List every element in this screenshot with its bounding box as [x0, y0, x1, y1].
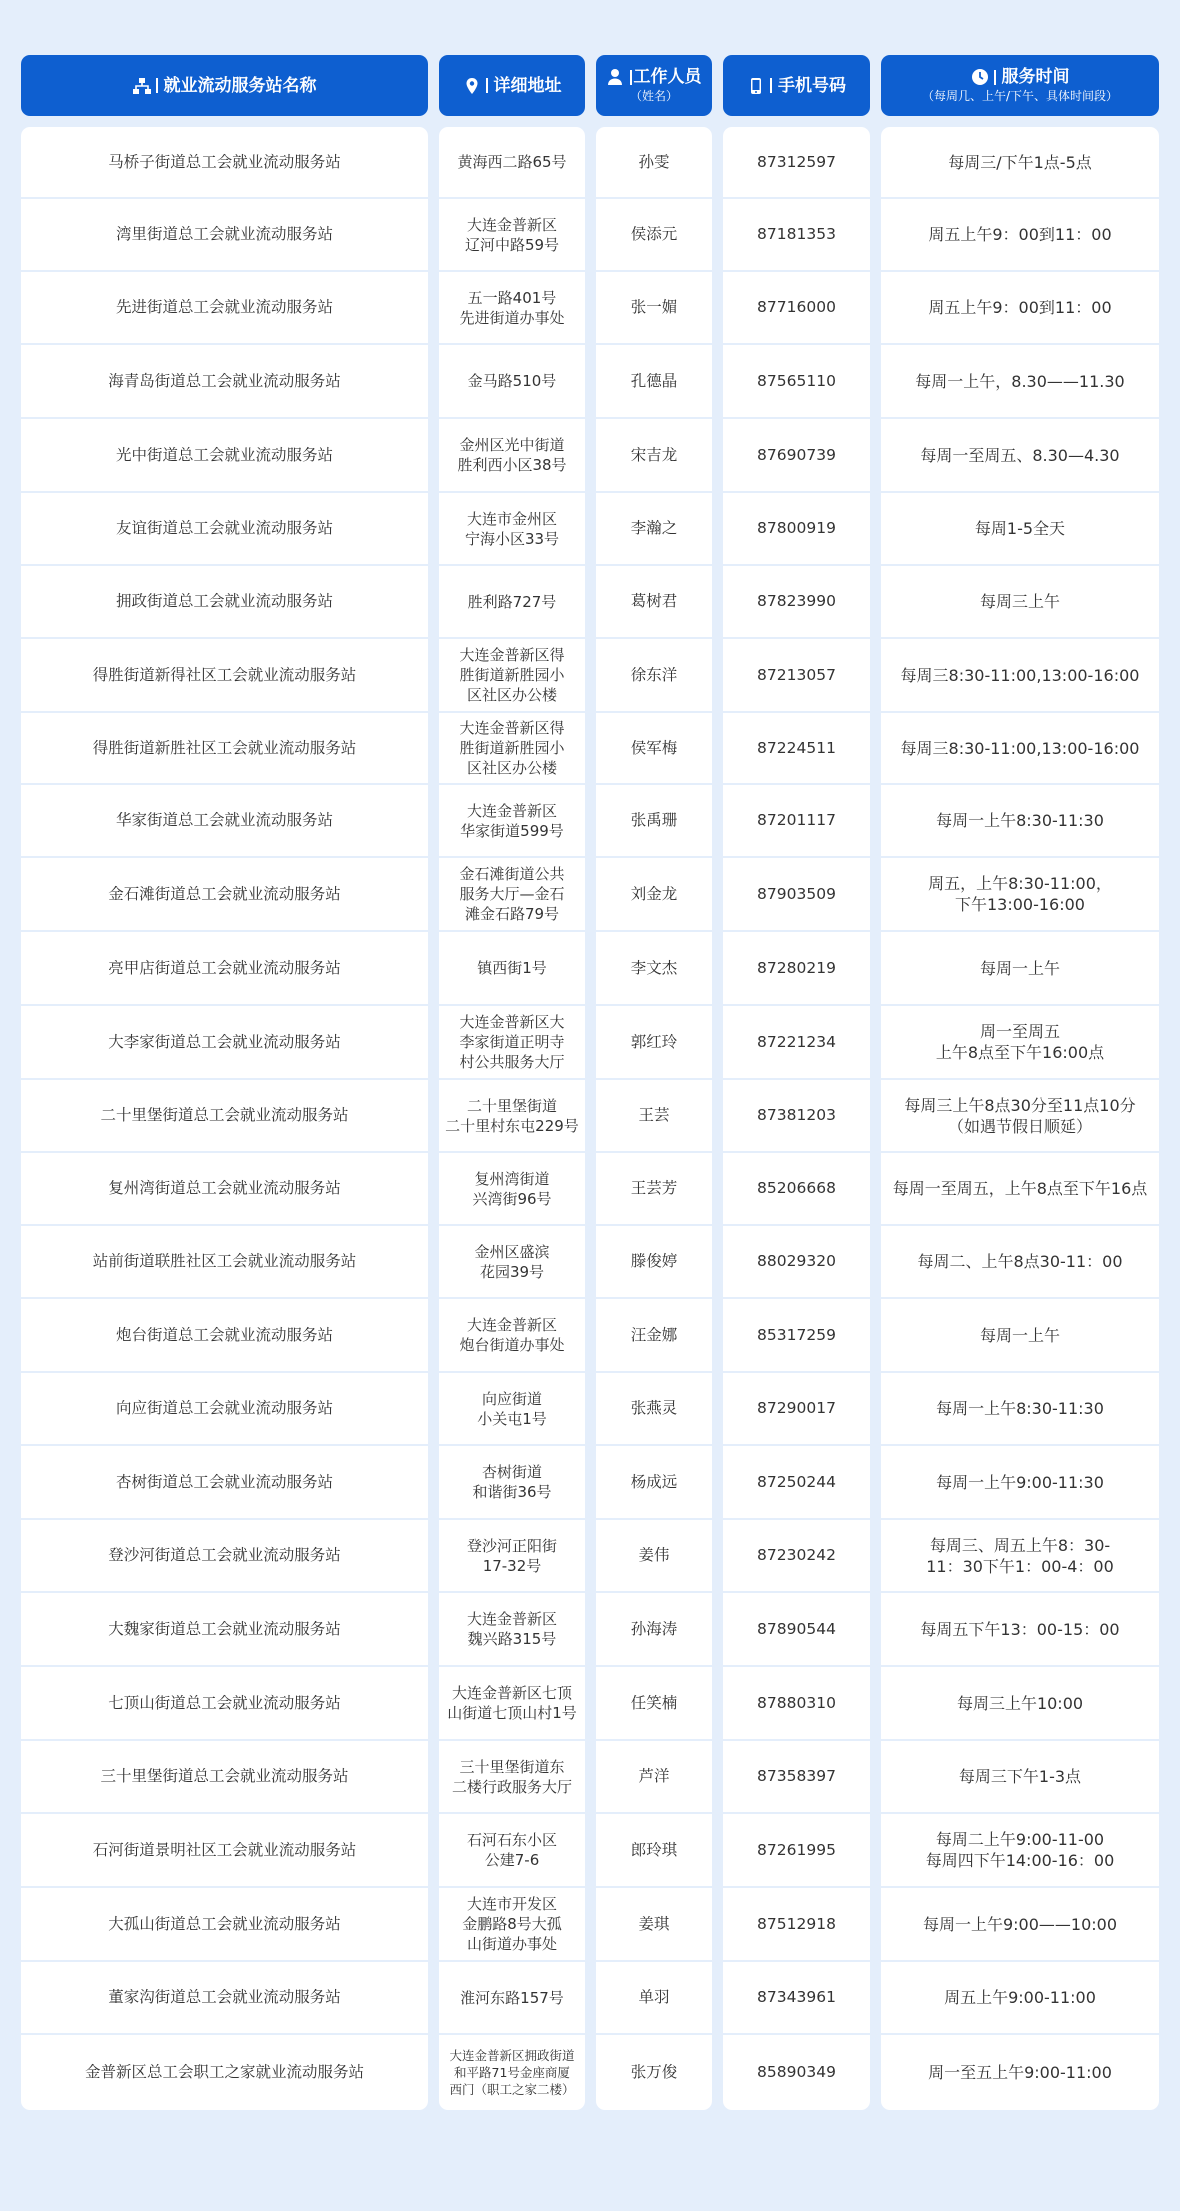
station-name-cell	[21, 639, 428, 713]
staff-name-cell	[596, 785, 712, 858]
header-name-label: 就业流动服务站名称	[163, 75, 317, 96]
service-time-cell	[881, 1373, 1159, 1446]
address-cell	[439, 1962, 585, 2035]
staff-name-cell-text: 张禹珊	[630, 811, 678, 829]
phone-number-cell-text: 87290017	[757, 1399, 836, 1417]
service-time-cell-text: 每周三/下午1点-5点	[948, 152, 1092, 172]
phone-number-cell-text: 87565110	[757, 371, 836, 390]
station-name-cell	[21, 127, 428, 199]
staff-name-cell-text: 郭红玲	[630, 1032, 678, 1051]
address-cell	[439, 272, 585, 345]
service-time-cell-text: 每周五下午13：00-15：00	[920, 1619, 1120, 1639]
staff-name-cell	[596, 639, 712, 713]
station-name-cell	[21, 1153, 428, 1226]
service-time-cell-text: 周五上午9：00到11：00	[928, 298, 1112, 317]
address-cell	[439, 1006, 585, 1080]
station-name-cell-text: 友谊街道总工会就业流动服务站	[115, 519, 333, 537]
phone-number-cell-text: 87903509	[757, 884, 836, 903]
address-cell-text: 金州区盛滨 花园39号	[474, 1242, 550, 1281]
phone-number-cell	[723, 493, 870, 566]
staff-name-cell-text: 张燕灵	[630, 1399, 678, 1417]
staff-name-cell-text: 孔德晶	[630, 371, 678, 390]
service-time-cell-text: 每周二、上午8点30-11：00	[917, 1252, 1123, 1271]
address-cell	[439, 1446, 585, 1520]
staff-name-cell-text: 侯军梅	[630, 738, 678, 757]
station-name-cell	[21, 419, 428, 493]
address-cell	[439, 713, 585, 785]
service-time-cell	[881, 1299, 1159, 1373]
phone-number-cell	[723, 345, 870, 419]
phone-number-cell	[723, 1667, 870, 1741]
staff-name-cell	[596, 858, 712, 932]
staff-name-cell-text: 李瀚之	[630, 519, 678, 537]
staff-name-cell-text: 姜琪	[638, 1914, 670, 1933]
station-name-cell-text: 先进街道总工会就业流动服务站	[115, 298, 333, 316]
station-name-cell-text: 三十里堡街道总工会就业流动服务站	[100, 1767, 349, 1785]
location-pin-icon	[463, 77, 481, 95]
station-name-cell-text: 向应街道总工会就业流动服务站	[115, 1399, 333, 1417]
address-cell	[439, 1373, 585, 1446]
address-cell	[439, 2035, 585, 2110]
phone-number-cell	[723, 1888, 870, 1962]
station-name-cell-text: 二十里堡街道总工会就业流动服务站	[100, 1106, 349, 1124]
address-cell	[439, 639, 585, 713]
station-name-cell	[21, 345, 428, 419]
service-time-cell	[881, 1080, 1159, 1153]
service-time-cell	[881, 1153, 1159, 1226]
address-cell	[439, 127, 585, 199]
staff-name-cell-text: 葛树君	[630, 592, 678, 610]
staff-name-cell-text: 王芸	[638, 1106, 670, 1124]
phone-number-cell	[723, 1446, 870, 1520]
staff-name-cell-text: 杨成远	[630, 1472, 678, 1491]
phone-number-cell	[723, 127, 870, 199]
staff-name-cell-text: 王芸芳	[630, 1179, 678, 1197]
header-time	[881, 55, 1159, 116]
staff-name-cell-text: 宋吉龙	[630, 445, 678, 464]
station-name-cell-text: 湾里街道总工会就业流动服务站	[115, 225, 333, 243]
service-time-cell	[881, 1962, 1159, 2035]
staff-name-cell	[596, 493, 712, 566]
service-time-cell	[881, 1006, 1159, 1080]
service-time-cell-text: 每周1-5全天	[974, 519, 1066, 538]
staff-name-cell	[596, 713, 712, 785]
station-name-cell	[21, 1080, 428, 1153]
staff-name-cell-text: 侯添元	[630, 225, 678, 243]
table-body	[21, 127, 1159, 2110]
address-cell-text: 镇西街1号	[477, 959, 547, 977]
station-name-cell	[21, 199, 428, 272]
address-cell	[439, 345, 585, 419]
address-cell	[439, 1888, 585, 1962]
staff-name-cell-text: 张万俊	[630, 2063, 678, 2081]
service-time-cell-text: 每周一至周五，上午8点至下午16点	[892, 1179, 1148, 1198]
address-cell	[439, 419, 585, 493]
station-name-cell	[21, 493, 428, 566]
station-name-cell-text: 复州湾街道总工会就业流动服务站	[108, 1179, 341, 1197]
station-name-cell-text: 金石滩街道总工会就业流动服务站	[108, 884, 341, 903]
service-time-cell	[881, 127, 1159, 199]
header-phone-label: 手机号码	[778, 75, 846, 96]
service-time-cell	[881, 858, 1159, 932]
address-cell	[439, 932, 585, 1006]
staff-name-cell-text: 滕俊婷	[630, 1252, 678, 1270]
station-name-cell	[21, 1814, 428, 1888]
service-time-cell	[881, 785, 1159, 858]
phone-number-cell-text: 87512918	[757, 1914, 836, 1933]
address-cell	[439, 785, 585, 858]
phone-number-cell	[723, 1593, 870, 1667]
staff-name-cell	[596, 345, 712, 419]
service-time-cell-text: 每周一上午9:00——10:00	[922, 1914, 1118, 1934]
header-time-sub: （每周几、上午/下午、具体时间段）	[921, 89, 1119, 103]
phone-number-cell	[723, 272, 870, 345]
address-cell-text: 大连金普新区七顶 山街道七顶山村1号	[447, 1684, 577, 1722]
station-name-cell	[21, 272, 428, 345]
address-cell-text: 登沙河正阳街 17-32号	[466, 1536, 557, 1575]
service-time-cell	[881, 272, 1159, 345]
column-phone	[723, 127, 870, 2110]
service-time-cell-text: 每周一上午9:00-11:30	[936, 1472, 1104, 1492]
service-time-cell	[881, 1520, 1159, 1593]
address-cell	[439, 1667, 585, 1741]
address-cell-text: 大连金普新区大 李家街道正明寺 村公共服务大厅	[459, 1013, 565, 1071]
service-time-cell-text: 周五，上午8:30-11:00， 下午13:00-16:00	[928, 874, 1112, 914]
address-cell	[439, 1299, 585, 1373]
station-name-cell	[21, 932, 428, 1006]
station-name-cell	[21, 1446, 428, 1520]
address-cell	[439, 566, 585, 639]
station-name-cell	[21, 1888, 428, 1962]
staff-name-cell	[596, 932, 712, 1006]
service-time-cell	[881, 1814, 1159, 1888]
staff-name-cell	[596, 1962, 712, 2035]
service-time-cell-text: 每周二上午9:00-11-00 每周四下午14:00-16：00	[925, 1830, 1115, 1870]
header-address-label: 详细地址	[493, 75, 562, 96]
phone-number-cell-text: 87690739	[757, 445, 836, 464]
station-name-cell-text: 杏树街道总工会就业流动服务站	[115, 1472, 333, 1491]
phone-number-cell	[723, 2035, 870, 2110]
staff-name-cell	[596, 1888, 712, 1962]
staff-name-cell	[596, 272, 712, 345]
station-name-cell	[21, 785, 428, 858]
address-cell-text: 金州区光中街道 胜利西小区38号	[457, 436, 567, 474]
phone-number-cell	[723, 566, 870, 639]
service-time-cell-text: 每周一上午8:30-11:30	[936, 1399, 1104, 1418]
staff-name-cell	[596, 1373, 712, 1446]
phone-number-cell-text: 87280219	[757, 958, 836, 977]
phone-number-cell	[723, 199, 870, 272]
phone-number-cell	[723, 932, 870, 1006]
address-cell-text: 黄海西二路65号	[457, 153, 567, 171]
station-name-cell	[21, 1593, 428, 1667]
phone-number-cell-text: 87213057	[757, 665, 836, 684]
service-time-cell	[881, 713, 1159, 785]
address-cell-text: 大连金普新区 魏兴路315号	[466, 1610, 557, 1648]
service-time-cell-text: 周一至五上午9:00-11:00	[928, 2063, 1112, 2082]
phone-number-cell	[723, 1153, 870, 1226]
phone-number-cell-text: 85317259	[757, 1325, 836, 1344]
station-name-cell	[21, 1741, 428, 1814]
staff-name-cell-text: 芦洋	[638, 1767, 670, 1785]
service-time-cell-text: 每周三8:30-11:00,13:00-16:00	[900, 665, 1140, 685]
address-cell	[439, 199, 585, 272]
staff-name-cell	[596, 2035, 712, 2110]
staff-name-cell	[596, 419, 712, 493]
service-time-cell-text: 每周三、周五上午8：30- 11：30下午1：00-4：00	[926, 1535, 1114, 1576]
column-time	[881, 127, 1159, 2110]
service-time-cell	[881, 1667, 1159, 1741]
service-time-cell-text: 每周一上午	[979, 958, 1060, 978]
station-name-cell	[21, 1299, 428, 1373]
org-chart-icon	[133, 77, 151, 95]
service-time-cell-text: 每周一上午，8.30——11.30	[915, 371, 1125, 391]
address-cell	[439, 1741, 585, 1814]
staff-name-cell	[596, 1667, 712, 1741]
phone-number-cell	[723, 1373, 870, 1446]
service-time-cell	[881, 1888, 1159, 1962]
station-name-cell-text: 炮台街道总工会就业流动服务站	[115, 1325, 333, 1344]
phone-number-cell	[723, 1814, 870, 1888]
staff-name-cell-text: 汪金娜	[630, 1325, 678, 1344]
phone-number-cell	[723, 858, 870, 932]
address-cell-text: 大连金普新区得 胜街道新胜园小 区社区办公楼	[459, 719, 565, 777]
service-time-cell-text: 周一至周五 上午8点至下午16:00点	[935, 1022, 1105, 1062]
header-staff-sub: （姓名）	[629, 89, 678, 103]
phone-number-cell	[723, 713, 870, 785]
station-name-cell	[21, 1667, 428, 1741]
address-cell-text: 大连市金州区 宁海小区33号	[464, 509, 560, 548]
staff-name-cell-text: 刘金龙	[630, 884, 678, 903]
address-cell	[439, 1520, 585, 1593]
address-cell-text: 石河石东小区 公建7-6	[466, 1831, 557, 1869]
station-name-cell-text: 光中街道总工会就业流动服务站	[115, 445, 333, 464]
address-cell-text: 大连金普新区拥政街道 和平路71号金座商厦 西门（职工之家二楼）	[449, 2048, 575, 2097]
staff-name-cell	[596, 1446, 712, 1520]
phone-number-cell	[723, 1962, 870, 2035]
station-name-cell	[21, 1006, 428, 1080]
phone-number-cell	[723, 419, 870, 493]
service-time-cell-text: 周五上午9:00-11:00	[944, 1988, 1096, 2007]
staff-name-cell	[596, 1080, 712, 1153]
station-name-cell	[21, 566, 428, 639]
phone-number-cell-text: 87343961	[757, 1988, 836, 2006]
station-name-cell-text: 拥政街道总工会就业流动服务站	[115, 592, 333, 610]
staff-name-cell-text: 单羽	[638, 1988, 670, 2006]
phone-number-cell-text: 87224511	[757, 738, 836, 757]
address-cell-text: 大连金普新区 炮台街道办事处	[459, 1316, 565, 1354]
phone-number-cell	[723, 785, 870, 858]
service-time-cell	[881, 199, 1159, 272]
phone-number-cell-text: 87221234	[757, 1032, 836, 1051]
staff-name-cell-text: 任笑楠	[630, 1693, 678, 1712]
station-name-cell-text: 金普新区总工会职工之家就业流动服务站	[84, 2063, 364, 2081]
mobile-phone-icon	[747, 77, 765, 95]
phone-number-cell	[723, 1080, 870, 1153]
phone-number-cell-text: 87823990	[757, 592, 836, 610]
staff-name-cell	[596, 1153, 712, 1226]
table-header	[21, 55, 1159, 116]
service-time-cell	[881, 639, 1159, 713]
station-name-cell-text: 董家沟街道总工会就业流动服务站	[108, 1988, 341, 2006]
station-name-cell-text: 七顶山街道总工会就业流动服务站	[108, 1693, 341, 1712]
address-cell-text: 二十里堡街道 二十里村东屯229号	[445, 1096, 579, 1135]
clock-icon	[971, 68, 989, 86]
phone-number-cell	[723, 1299, 870, 1373]
service-time-cell	[881, 932, 1159, 1006]
station-name-cell-text: 马桥子街道总工会就业流动服务站	[108, 152, 341, 171]
station-name-cell-text: 得胜街道新得社区工会就业流动服务站	[92, 665, 357, 684]
phone-number-cell-text: 87890544	[757, 1619, 836, 1638]
staff-name-cell-text: 张一媚	[630, 298, 678, 316]
phone-number-cell-text: 87716000	[757, 298, 836, 316]
phone-number-cell	[723, 1741, 870, 1814]
address-cell	[439, 493, 585, 566]
station-name-cell-text: 登沙河街道总工会就业流动服务站	[108, 1546, 341, 1564]
station-name-cell-text: 华家街道总工会就业流动服务站	[115, 811, 333, 829]
header-staff-label: 工作人员	[633, 67, 702, 87]
address-cell	[439, 1080, 585, 1153]
station-name-cell-text: 得胜街道新胜社区工会就业流动服务站	[92, 738, 357, 757]
address-cell-text: 复州湾街道 兴湾街96号	[472, 1169, 552, 1208]
phone-number-cell-text: 87201117	[757, 811, 836, 829]
station-name-cell-text: 大李家街道总工会就业流动服务站	[108, 1032, 341, 1051]
address-cell	[439, 858, 585, 932]
service-time-cell-text: 每周三上午	[979, 592, 1060, 611]
service-time-cell	[881, 419, 1159, 493]
station-name-cell	[21, 1373, 428, 1446]
header-time-label: 服务时间	[1001, 67, 1070, 87]
service-time-cell	[881, 1593, 1159, 1667]
service-time-cell	[881, 493, 1159, 566]
staff-name-cell	[596, 1741, 712, 1814]
phone-number-cell-text: 85890349	[757, 2063, 836, 2081]
address-cell-text: 胜利路727号	[467, 592, 557, 611]
staff-name-cell	[596, 566, 712, 639]
column-address	[439, 127, 585, 2110]
station-name-cell	[21, 713, 428, 785]
address-cell-text: 金石滩街道公共 服务大厅—金石 滩金石路79号	[459, 865, 565, 923]
phone-number-cell	[723, 1520, 870, 1593]
station-name-cell-text: 大魏家街道总工会就业流动服务站	[108, 1619, 341, 1638]
address-cell	[439, 1593, 585, 1667]
column-name	[21, 127, 428, 2110]
address-cell-text: 大连市开发区 金鹏路8号大孤 山街道办事处	[462, 1895, 562, 1953]
phone-number-cell-text: 87381203	[757, 1106, 836, 1124]
service-time-cell-text: 每周一上午8:30-11:30	[936, 811, 1104, 830]
station-name-cell-text: 亮甲店街道总工会就业流动服务站	[108, 958, 341, 977]
service-time-cell-text: 每周一至周五、8.30—4.30	[920, 445, 1120, 465]
service-time-cell-text: 每周三上午10:00	[956, 1693, 1084, 1713]
station-name-cell	[21, 2035, 428, 2110]
staff-name-cell-text: 徐东洋	[630, 665, 678, 684]
address-cell-text: 大连金普新区得 胜街道新胜园小 区社区办公楼	[459, 646, 565, 704]
station-name-cell	[21, 1520, 428, 1593]
service-time-cell	[881, 1226, 1159, 1299]
staff-name-cell	[596, 1520, 712, 1593]
header-name	[21, 55, 428, 116]
person-icon	[607, 68, 625, 86]
column-staff	[596, 127, 712, 2110]
address-cell-text: 淮河东路157号	[460, 1988, 564, 2007]
phone-number-cell-text: 87880310	[757, 1693, 836, 1712]
service-time-cell	[881, 2035, 1159, 2110]
service-time-cell-text: 每周三下午1-3点	[958, 1767, 1082, 1786]
phone-number-cell-text: 85206668	[757, 1179, 836, 1197]
staff-name-cell	[596, 127, 712, 199]
staff-name-cell	[596, 199, 712, 272]
address-cell	[439, 1814, 585, 1888]
address-cell-text: 大连金普新区 辽河中路59号	[464, 215, 560, 254]
staff-name-cell	[596, 1226, 712, 1299]
station-name-cell	[21, 1962, 428, 2035]
staff-name-cell-text: 孙海涛	[630, 1619, 678, 1638]
staff-name-cell-text: 姜伟	[638, 1546, 670, 1564]
phone-number-cell	[723, 1226, 870, 1299]
phone-number-cell-text: 87250244	[757, 1472, 836, 1491]
station-name-cell-text: 站前街道联胜社区工会就业流动服务站	[92, 1252, 357, 1270]
phone-number-cell-text: 87358397	[757, 1767, 836, 1785]
service-time-cell-text: 每周三上午8点30分至11点10分 （如遇节假日顺延）	[904, 1095, 1136, 1136]
staff-name-cell	[596, 1593, 712, 1667]
staff-name-cell-text: 孙雯	[638, 152, 670, 171]
service-time-cell	[881, 1741, 1159, 1814]
address-cell-text: 向应街道 小关屯1号	[477, 1389, 547, 1428]
phone-number-cell-text: 87312597	[757, 152, 836, 171]
address-cell-text: 金马路510号	[467, 372, 557, 390]
staff-name-cell-text: 李文杰	[630, 958, 678, 977]
staff-name-cell-text: 郎玲琪	[630, 1840, 678, 1859]
service-time-cell-text: 每周三8:30-11:00,13:00-16:00	[900, 738, 1140, 758]
phone-number-cell-text: 87800919	[757, 519, 836, 537]
service-time-cell	[881, 566, 1159, 639]
phone-number-cell-text: 88029320	[757, 1252, 836, 1270]
station-name-cell	[21, 1226, 428, 1299]
station-name-cell-text: 大孤山街道总工会就业流动服务站	[108, 1914, 341, 1933]
phone-number-cell-text: 87230242	[757, 1546, 836, 1564]
phone-number-cell-text: 87261995	[757, 1840, 836, 1859]
header-phone	[723, 55, 870, 116]
address-cell	[439, 1226, 585, 1299]
address-cell-text: 五一路401号 先进街道办事处	[459, 288, 565, 327]
address-cell-text: 杏树街道 和谐街36号	[472, 1463, 552, 1501]
service-time-cell	[881, 1446, 1159, 1520]
header-address	[439, 55, 585, 116]
phone-number-cell	[723, 1006, 870, 1080]
staff-name-cell	[596, 1814, 712, 1888]
station-name-cell	[21, 858, 428, 932]
service-time-cell-text: 每周一上午	[979, 1325, 1060, 1345]
staff-name-cell	[596, 1006, 712, 1080]
service-time-cell-text: 周五上午9：00到11：00	[928, 225, 1112, 244]
phone-number-cell-text: 87181353	[757, 225, 836, 243]
address-cell-text: 大连金普新区 华家街道599号	[460, 801, 564, 840]
station-name-cell-text: 石河街道景明社区工会就业流动服务站	[92, 1840, 357, 1859]
service-time-cell	[881, 345, 1159, 419]
header-staff	[596, 55, 712, 116]
address-cell-text: 三十里堡街道东 二楼行政服务大厅	[451, 1757, 572, 1796]
phone-number-cell	[723, 639, 870, 713]
station-name-cell-text: 海青岛街道总工会就业流动服务站	[108, 371, 341, 390]
staff-name-cell	[596, 1299, 712, 1373]
address-cell	[439, 1153, 585, 1226]
